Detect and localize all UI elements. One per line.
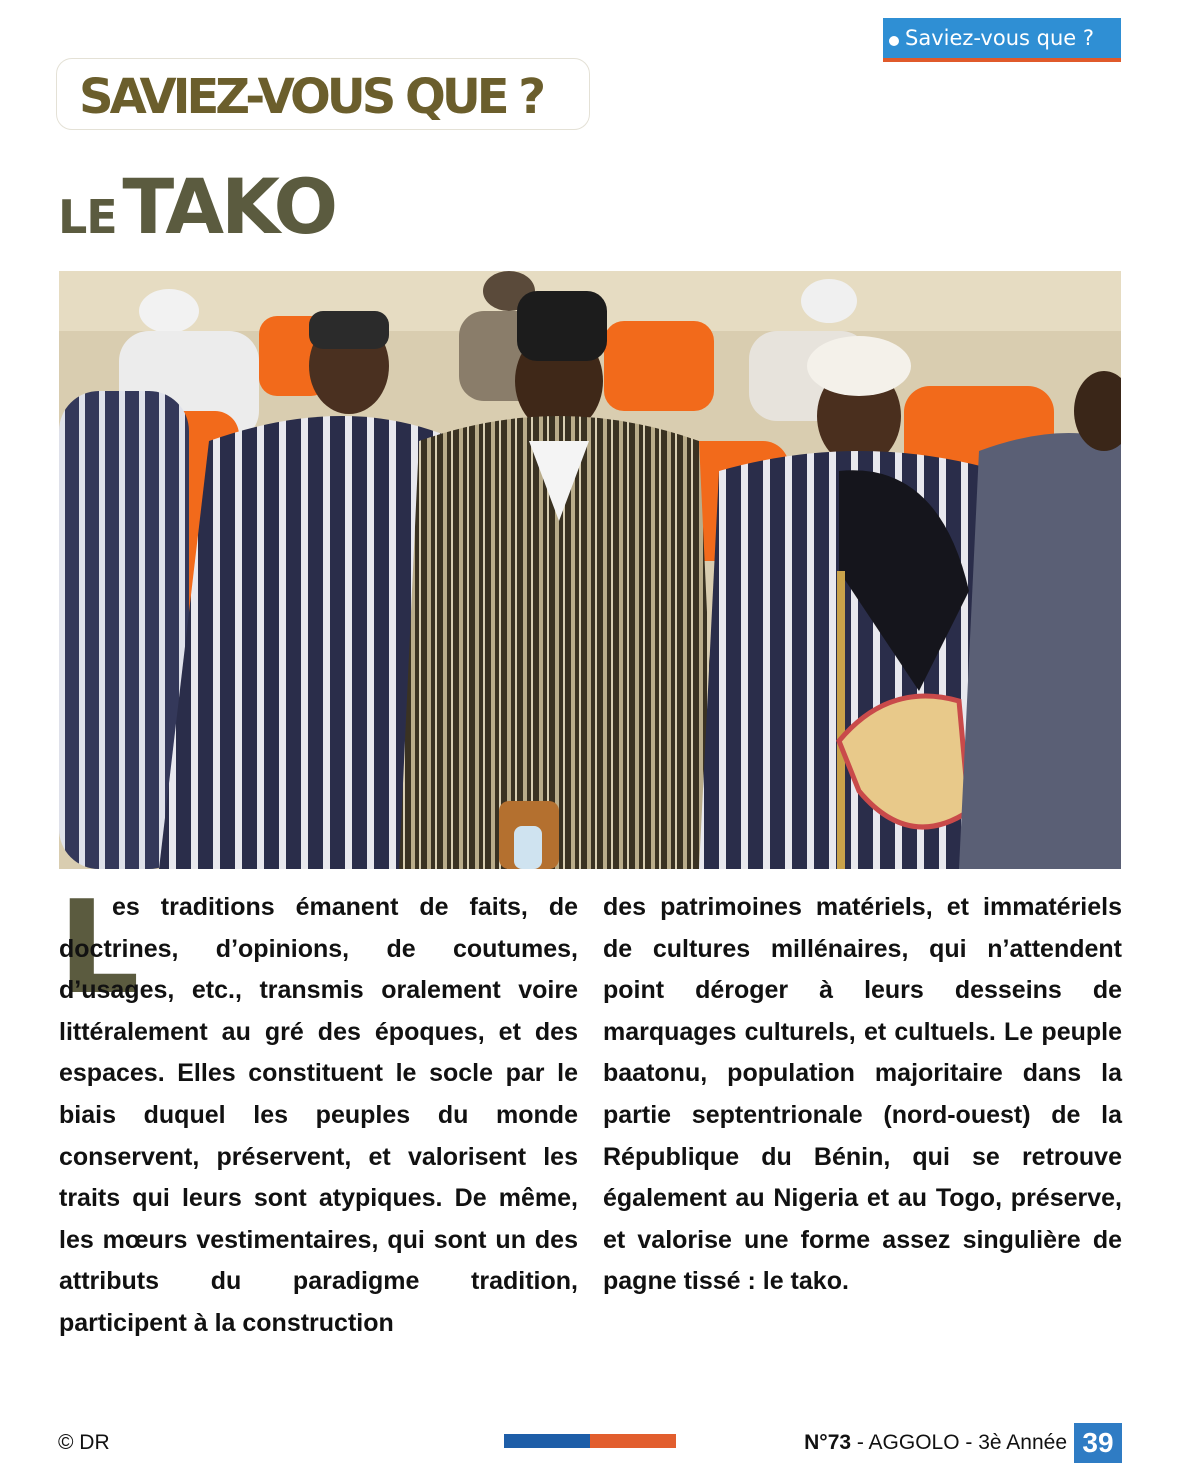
article-column-right: des patrimoines matériels, et immatériels de cultures millénaires, qui n’attendent point déroger à leurs desseins de marquages culturels, et cultuels. Le peuple baatonu, population majoritaire dans la partie septentrionale (nord-ouest) de la République du Bénin, qui se retrouve également au Nigeria et au Togo, préserve, et valorise une forme assez singulière de pagne tissé : le tako.: [603, 893, 1122, 1296]
rubric-box: [56, 58, 590, 130]
section-tag-label: Saviez-vous que ?: [905, 26, 1094, 50]
footer-bar-orange: [590, 1434, 676, 1448]
issue-number: N°73: [804, 1431, 852, 1454]
drop-cap: L: [58, 874, 140, 1023]
publication-name: - AGGOLO - 3è Année: [851, 1431, 1067, 1454]
footer-bar-blue: [504, 1434, 590, 1448]
article-photo: [59, 271, 1121, 869]
issue-info: [804, 1431, 1067, 1455]
article-title: [58, 162, 335, 251]
title-prefix: LE: [58, 190, 117, 244]
article-column-left: es traditions émanent de faits, de doctrines, d’opinions, de coutumes, d’usages, etc., transmis oralement voire littéralement au gré des époques, et des espaces. Elles constituent le socle par le biais duquel les peuples du monde conservent, préservent, et valorisent les traits qui leurs sont atypiques. De même, les mœurs vestimentaires, qui sont un des attributs du paradigme tradition, participent à la construction: [59, 893, 578, 1337]
photo-illustration: [59, 271, 1121, 869]
bullet-icon: [889, 36, 899, 46]
page-number: 39: [1074, 1423, 1122, 1463]
section-tag-accent: [883, 58, 1121, 62]
photo-credit: © DR: [58, 1431, 110, 1454]
rubric-title: SAVIEZ-VOUS QUE ?: [79, 69, 543, 125]
section-tag: [883, 18, 1121, 58]
title-main: TAKO: [122, 162, 336, 251]
